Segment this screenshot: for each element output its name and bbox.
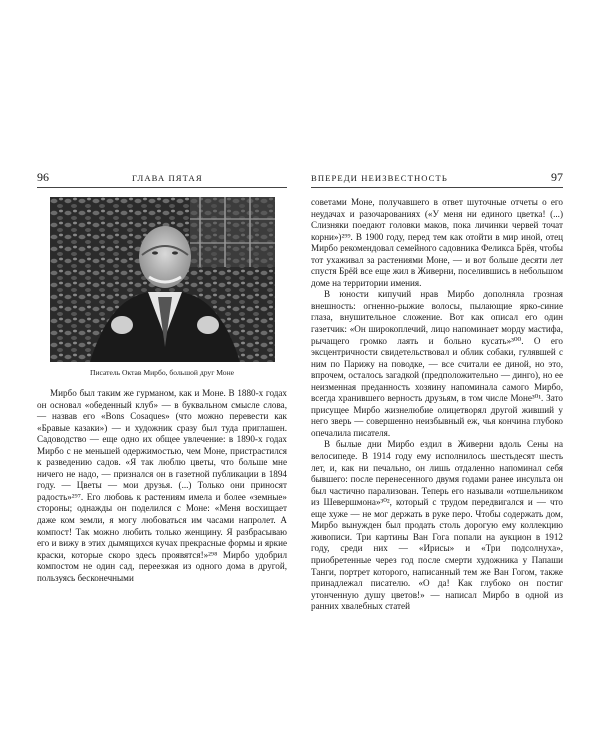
figure-caption: Писатель Октав Мирбо, большой друг Моне (89, 368, 235, 377)
running-head (37, 170, 287, 188)
body-text (37, 388, 287, 584)
chapter-title: ГЛАВА ПЯТАЯ (132, 173, 203, 183)
body-text (311, 197, 563, 613)
running-head (311, 170, 563, 188)
paragraph: советами Моне, получавшего в ответ шуточные отчеты о его неудачах и разочарованиях («У меня ни единого цветка! (...) Слизняки поедают головки маков, пока личинки червей точат корни»)²⁹⁹. В 1900 году, перед тем как отойти в мир иной, отец Мирбо рекомендовал семейного садовника Феликса Брёя, чтобы тот ухаживал за растениями Моне, — и вот больше десяти лет спустя Брёй все еще жил в Живерни, поселившись в небольшом доме на территории имения. (311, 197, 563, 288)
left-page (37, 170, 287, 584)
page-number: 96 (37, 170, 49, 184)
page-number: 97 (551, 170, 563, 184)
chapter-title: ВПЕРЕДИ НЕИЗВЕСТНОСТЬ (311, 173, 448, 183)
paragraph: В былые дни Мирбо ездил в Живерни вдоль Сены на велосипеде. В 1914 году ему исполнилось шестьдесят шесть лет, и, как ни печально, он лишь отдаленно напоминал себя бывшего: после перенесенного двумя годами ранее инсульта он был частично парализован. Теперь его называли «отшельником из Шевершмона»³⁰², который с трудом передвигался и — что еще хуже — не мог держать в руке перо. Чтобы содержать дом, Мирбо вынужден был продать столь дорогую ему коллекцию живописи. Три картины Ван Гога попали на аукцион в 1912 году, среди них — «Ирисы» и «Три подсолнуха», приобретенные через год после смерти художника у Папаши Танги, портрет которого, написанный тем же Ван Гогом, также принадлежал писателю. «О да! Как глубоко он постиг утонченную душу цветов!» — написал Мирбо в одной из ранних хвалебных статей (311, 439, 563, 612)
paragraph: В юности кипучий нрав Мирбо дополняла грозная внешность: огненно-рыжие волосы, пылающие ярко-синие глаза, внушительное сложение. Вот как описал его один газетчик: «Он широкоплечий, лицо напоминает морду мастифа, рычащего громко лаять и больно кусать»³⁰⁰. О его эксцентричности свидетельствовал и облик собаки, гулявшей с ним по Парижу на поводке, — все считали ее диной, но это, впрочем, осталось загадкой (предположительно — динго), но ее неизменная преданность хозяину напоминала самого Мирбо, всегда хранившего верность друзьям, в том числе Моне³⁰¹. Зато присущее Мирбо жизнелюбие олицетворял другой живший у него зверь — совершенно неизбывный еж, чья кончина глубоко опечалила писателя. (311, 289, 563, 438)
portrait-photo-image (50, 197, 275, 362)
paragraph: Мирбо был таким же гурманом, как и Моне. В 1880-х годах он основал «обеденный клуб» — в буквальном смысле слова, — назвав его «Bons Cosaques» (что можно перевести как «Бравые казаки») — и художник сразу был туда приглашен. Садоводство — еще одно их общее увлечение: в 1890-х годах Мирбо с не меньшей одержимостью, чем Моне, пристрастился к разведению садов. «Я так люблю цветы, что больше мне ничего не надо, — признался он в газетной публикации в 1894 году. — Цветы — мои друзья. (...) Только они приносят радость»²⁹⁷. Его любовь к растениям имела и более «земные» стороны; однажды он поделился с Моне: «Меня восхищает даже ком земли, я могу любоваться им часами напролет. А компост! Так можно любить только женщину. Я разбрасываю его и вижу в этих дымящихся кучах прекрасные формы и яркие краски, которые скоро здесь проявятся!»²⁹⁸ Мирбо удобрил компостом не один сад, переезжая из одного дома в другой, пользуясь бесконечными (37, 388, 287, 583)
right-page (311, 170, 563, 613)
portrait-photo (50, 197, 275, 362)
